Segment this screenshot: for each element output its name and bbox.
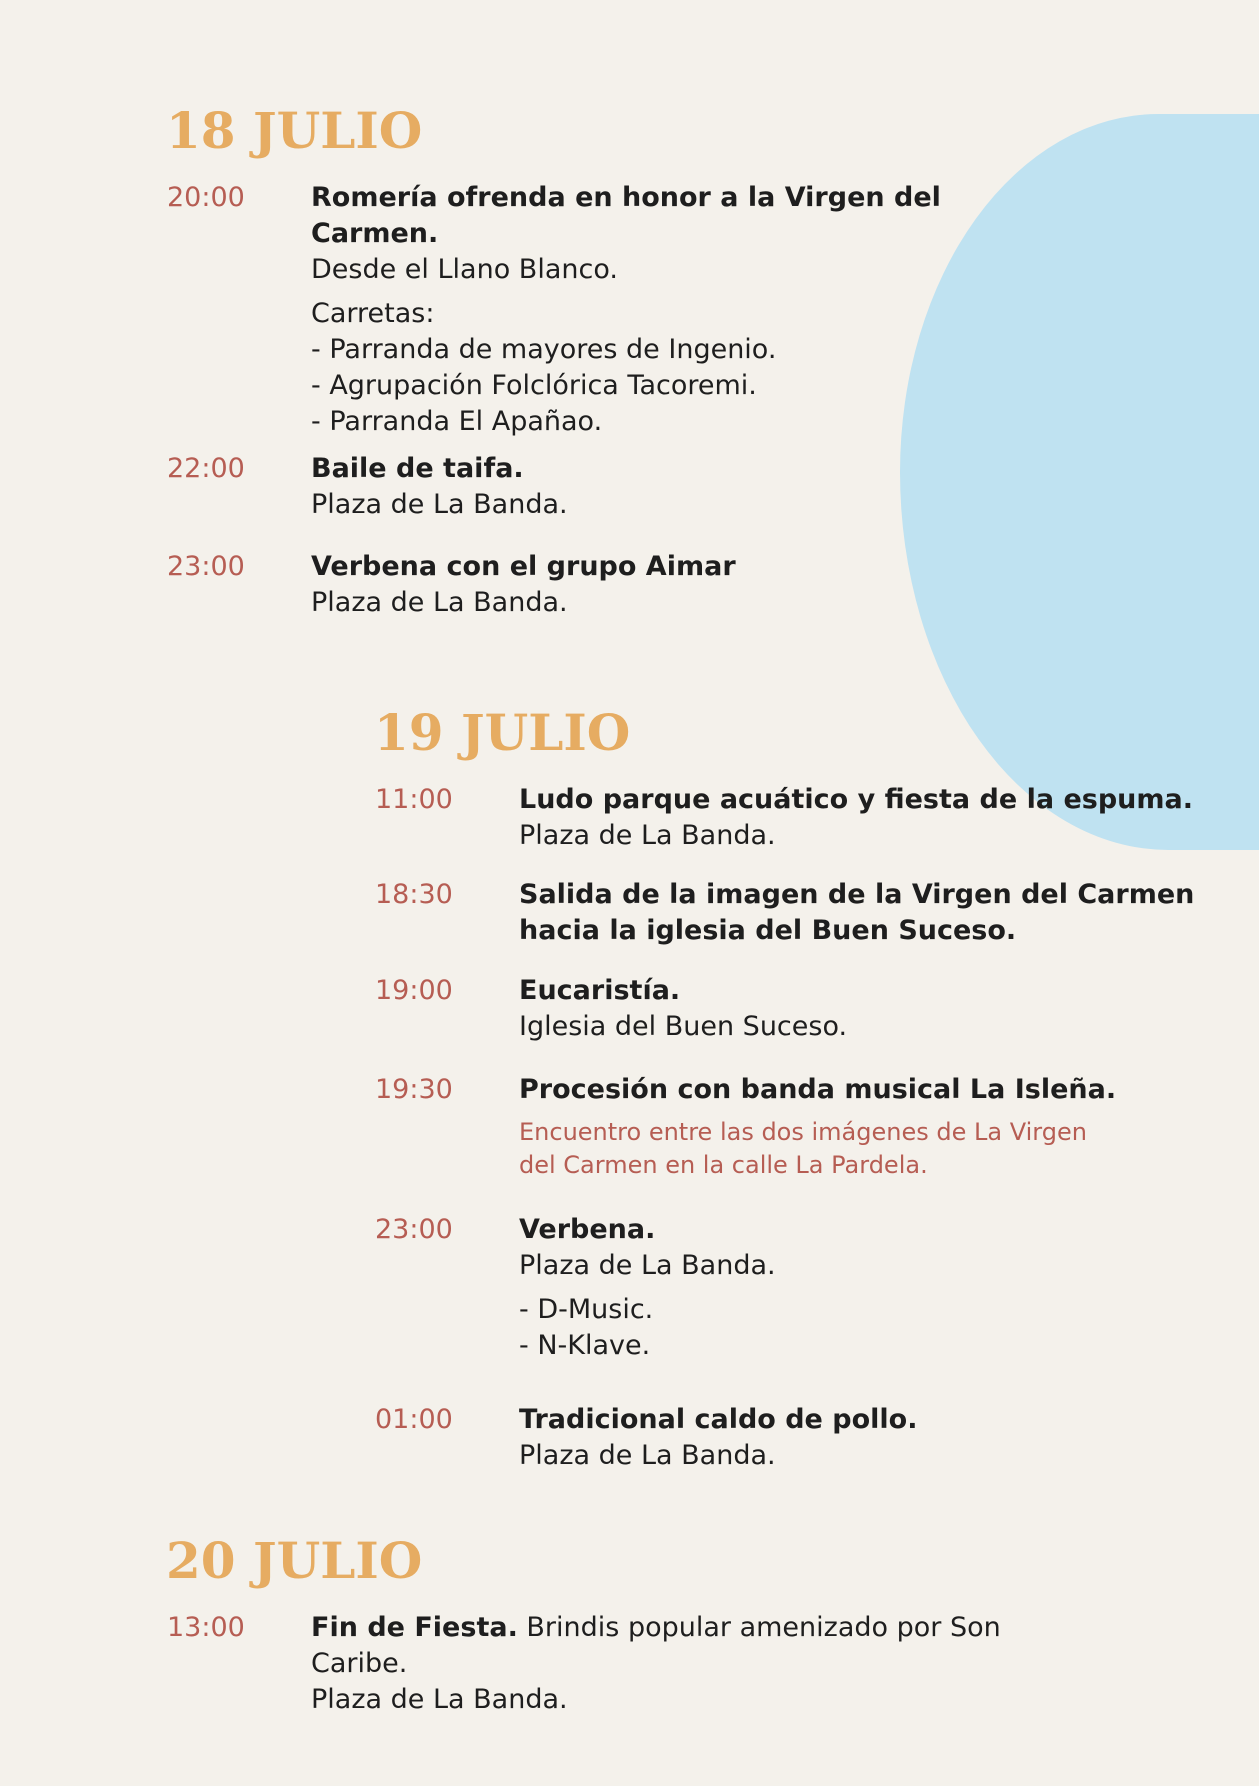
event-time: 23:00 (375, 1214, 453, 1245)
event-time: 13:00 (167, 1612, 245, 1643)
event-title: Fin de Fiesta. (311, 1612, 518, 1643)
event-description (311, 451, 991, 523)
event-description (519, 877, 1199, 949)
event-note-line: del Carmen en la calle La Pardela. (519, 1151, 928, 1179)
event-title: Procesión con banda musical La Isleña. (519, 1074, 1117, 1105)
event-extra-line: - Agrupación Folclórica Tacoremi. (311, 370, 757, 401)
event-title: Verbena. (519, 1214, 656, 1245)
event-title-row (311, 1610, 1071, 1682)
event-description (519, 1072, 1199, 1182)
event-title: Tradicional caldo de pollo. (519, 1404, 918, 1435)
event-description (519, 973, 1199, 1045)
event-title-line: Salida de la imagen de la Virgen del Carmen (519, 879, 1195, 910)
event-time: 01:00 (375, 1404, 453, 1435)
day-title-18-julio: 18 JULIO (166, 101, 423, 160)
event-description (311, 1610, 1071, 1718)
event-time: 19:00 (375, 975, 453, 1006)
event-title: Verbena con el grupo Aimar (311, 551, 736, 582)
event-location: Plaza de La Banda. (311, 587, 568, 618)
event-time: 11:00 (375, 784, 453, 815)
event-description (519, 1212, 1199, 1364)
event-location: Desde el Llano Blanco. (311, 254, 618, 285)
event-description (519, 1402, 1199, 1474)
event-note-line: Encuentro entre las dos imágenes de La Virgen (519, 1118, 1087, 1146)
event-extra-line: - Parranda El Apañao. (311, 406, 603, 437)
event-location: Plaza de La Banda. (311, 489, 568, 520)
event-description (311, 549, 991, 621)
event-location: Plaza de La Banda. (519, 820, 776, 851)
event-location: Iglesia del Buen Suceso. (519, 1011, 848, 1042)
event-description (519, 782, 1199, 854)
day-title-19-julio: 19 JULIO (374, 703, 631, 762)
event-extra-line: - Parranda de mayores de Ingenio. (311, 334, 777, 365)
event-location: Plaza de La Banda. (311, 1684, 568, 1715)
event-title-line: hacia la iglesia del Buen Suceso. (519, 915, 1017, 946)
event-extra-line: Carretas: (311, 298, 435, 329)
event-location: Plaza de La Banda. (519, 1250, 776, 1281)
event-title: Eucaristía. (519, 975, 681, 1006)
event-title-rest: Brindis popular amenizado por Son Caribe. (311, 1612, 1001, 1679)
event-time: 18:30 (375, 879, 453, 910)
event-time: 20:00 (167, 182, 245, 213)
event-description (311, 180, 991, 440)
event-extra-line: - D-Music. (519, 1294, 654, 1325)
day-title-20-julio: 20 JULIO (166, 1531, 423, 1590)
event-title: Baile de taifa. (311, 453, 524, 484)
event-title: Ludo parque acuático y fiesta de la espuma. (519, 784, 1193, 815)
event-extra-line: - N-Klave. (519, 1330, 651, 1361)
event-time: 23:00 (167, 551, 245, 582)
event-title: Romería ofrenda en honor a la Virgen del Carmen. (311, 182, 941, 249)
event-time: 22:00 (167, 453, 245, 484)
event-note (519, 1116, 1199, 1182)
event-time: 19:30 (375, 1074, 453, 1105)
event-location: Plaza de La Banda. (519, 1440, 776, 1471)
